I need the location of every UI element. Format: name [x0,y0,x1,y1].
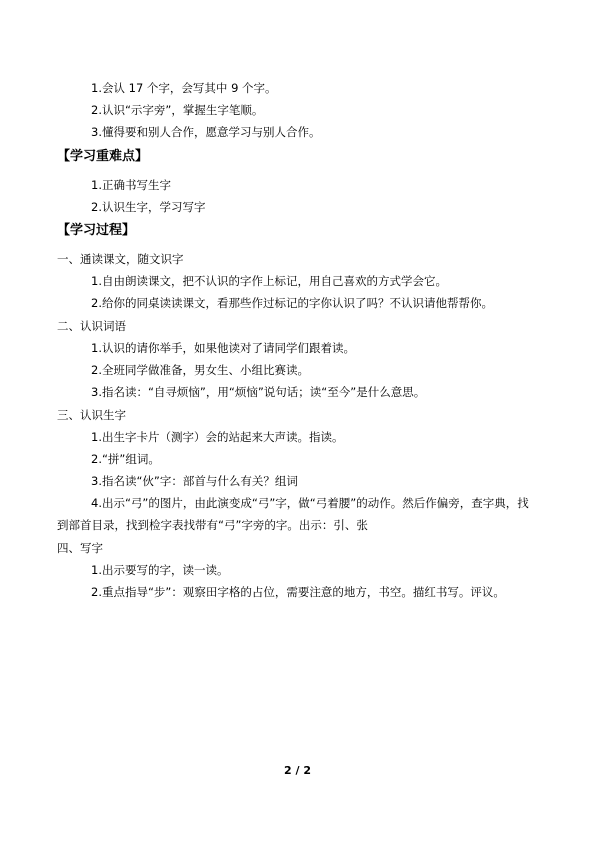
section-1-item-2: 2.给你的同桌读读课文，看那些作过标记的字你认识了吗？不认识请他帮帮你。 [91,296,493,310]
section-3-item-4: 4.出示“弓”的图片，由此演变成“弓”字，做“弓着腰”的动作。然后作偏旁，查字典，找到部首目录，找到检字表找带有“弓”字旁的字。出示：引、张 [57,496,529,532]
section-2-item-3: 3.指名读：“自寻烦恼”，用“烦恼”说句话；读“至今”是什么意思。 [91,385,426,399]
difficulty-item-2: 2.认识生字，学习写字 [91,200,206,214]
difficulty-heading: 【学习重难点】 [57,149,149,164]
difficulty-item-1: 1.正确书写生字 [91,178,171,192]
section-2-item-1: 1.认识的请你举手，如果他读对了请同学们跟着读。 [91,341,355,355]
process-heading: 【学习过程】 [57,223,136,238]
page-number: 2 / 2 [284,764,311,777]
goal-item-2: 2.认识“示字旁”，掌握生字笔顺。 [91,103,264,117]
section-3-item-3: 3.指名读“伙”字：部首与什么有关？组词 [91,474,298,488]
section-title-1: 一、通读课文，随文识字 [57,252,184,266]
section-2-item-2: 2.全班同学做准备，男女生、小组比赛读。 [91,363,309,377]
section-title-2: 二、认识词语 [57,319,126,333]
section-4-item-1: 1.出示要写的字，读一读。 [91,563,229,577]
section-title-4: 四、写字 [57,541,103,555]
goal-item-1: 1.会认 17 个字，会写其中 9 个字。 [91,81,277,95]
section-3-item-2: 2.“拼”组词。 [91,452,160,466]
goal-item-3: 3.懂得要和别人合作，愿意学习与别人合作。 [91,125,321,139]
section-title-3: 三、认识生字 [57,408,126,422]
section-3-item-1: 1.出生字卡片（测字）会的站起来大声读。指读。 [91,430,344,444]
section-4-item-2: 2.重点指导“步”：观察田字格的占位，需要注意的地方，书空。描红书写。评议。 [91,585,505,599]
section-1-item-1: 1.自由朗读课文，把不认识的字作上标记，用自己喜欢的方式学会它。 [91,274,447,288]
